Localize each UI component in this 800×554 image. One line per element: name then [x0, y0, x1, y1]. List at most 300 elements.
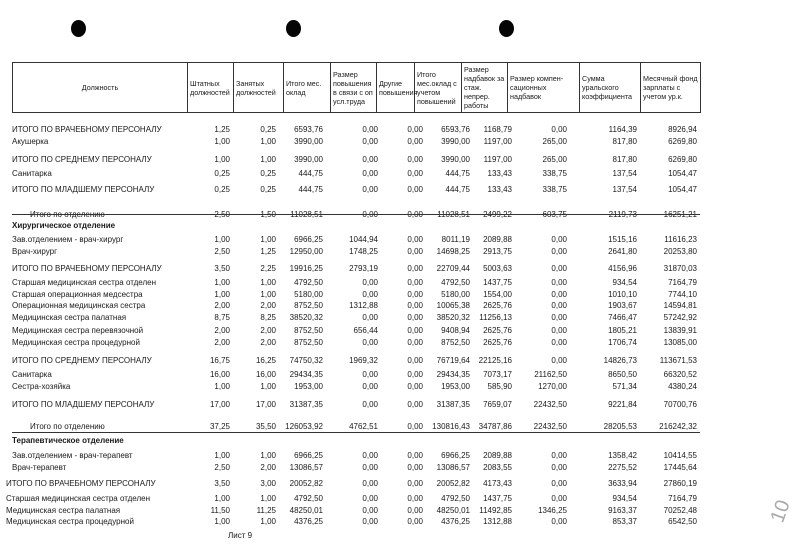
- col-header-seniority-bonus: Размер надбавок за стаж. непрер. работы: [462, 63, 508, 113]
- table-cell: 0,00: [407, 370, 423, 379]
- table-cell: 0,00: [407, 326, 423, 335]
- table-row: [0, 312, 800, 324]
- table-cell: 0,00: [551, 494, 567, 503]
- row-label: Старшая операционная медсестра: [12, 290, 143, 299]
- table-cell: 1164,39: [608, 125, 637, 134]
- table-cell: 74750,32: [289, 356, 323, 365]
- table-cell: 0,00: [362, 210, 378, 219]
- table-cell: 10414,55: [663, 451, 697, 460]
- separator-line: [12, 432, 700, 433]
- table-row: [0, 450, 800, 462]
- table-cell: 0,00: [551, 326, 567, 335]
- table-cell: 2,00: [260, 463, 276, 472]
- table-cell: 8752,50: [294, 301, 323, 310]
- table-cell: 3990,00: [294, 137, 323, 146]
- table-cell: 0,00: [362, 400, 378, 409]
- table-cell: 137,54: [612, 185, 637, 194]
- table-cell: 0,00: [362, 169, 378, 178]
- table-cell: 2499,22: [483, 210, 512, 219]
- table-cell: 0,00: [551, 125, 567, 134]
- table-cell: 133,43: [487, 185, 512, 194]
- table-row: [0, 325, 800, 337]
- table-row: [0, 136, 800, 148]
- handwritten-page-number: 10: [766, 497, 795, 526]
- table-cell: 2641,80: [608, 247, 637, 256]
- table-cell: 1953,00: [441, 382, 470, 391]
- table-cell: 0,00: [551, 356, 567, 365]
- table-cell: 1,00: [214, 137, 230, 146]
- table-cell: 0,00: [407, 210, 423, 219]
- row-label: Терапевтическое отделение: [12, 436, 124, 445]
- table-cell: 0,00: [551, 451, 567, 460]
- table-cell: 2,00: [214, 301, 230, 310]
- table-cell: 6542,50: [668, 517, 697, 526]
- table-cell: 444,75: [445, 185, 470, 194]
- row-label: Медицинская сестра процедурной: [6, 517, 134, 526]
- table-cell: 7466,47: [608, 313, 637, 322]
- row-label: ИТОГО ПО СРЕДНЕМУ ПЕРСОНАЛУ: [12, 155, 152, 164]
- table-cell: 1358,42: [608, 451, 637, 460]
- table-cell: 1,00: [260, 517, 276, 526]
- table-cell: 1168,79: [483, 125, 512, 134]
- table-cell: 1437,75: [483, 494, 512, 503]
- table-cell: 48250,01: [436, 506, 470, 515]
- col-header-ural-coefficient: Сумма уральского коэффициента: [580, 63, 641, 113]
- table-cell: 16,00: [209, 370, 230, 379]
- table-cell: 10065,38: [436, 301, 470, 310]
- table-cell: 2625,76: [483, 326, 512, 335]
- table-cell: 13085,00: [663, 338, 697, 347]
- table-cell: 1312,88: [483, 517, 512, 526]
- table-cell: 66320,52: [663, 370, 697, 379]
- table-cell: 0,00: [362, 517, 378, 526]
- table-cell: 0,00: [362, 185, 378, 194]
- table-cell: 0,00: [407, 422, 423, 431]
- table-cell: 0,00: [362, 494, 378, 503]
- row-label: Операционная медицинская сестра: [12, 301, 146, 310]
- table-cell: 2625,76: [483, 338, 512, 347]
- table-cell: 1,00: [214, 494, 230, 503]
- table-cell: 1,00: [260, 235, 276, 244]
- table-cell: 0,00: [407, 506, 423, 515]
- table-cell: 1,00: [214, 517, 230, 526]
- table-cell: 338,75: [542, 185, 567, 194]
- col-header-work-conditions-increase: Размер повышения в связи с оп усл.труда: [331, 63, 377, 113]
- table-cell: 2625,76: [483, 301, 512, 310]
- table-cell: 2,00: [260, 338, 276, 347]
- table-cell: 6269,80: [668, 155, 697, 164]
- table-row: [0, 184, 800, 196]
- table-cell: 1,00: [214, 155, 230, 164]
- table-cell: 0,00: [407, 356, 423, 365]
- table-cell: 70700,76: [663, 400, 697, 409]
- table-cell: 0,00: [362, 506, 378, 515]
- table-cell: 38520,32: [436, 313, 470, 322]
- table-cell: 29434,35: [436, 370, 470, 379]
- table-cell: 2913,75: [483, 247, 512, 256]
- table-cell: 0,00: [407, 278, 423, 287]
- table-cell: 3,50: [214, 479, 230, 488]
- table-cell: 0,00: [551, 290, 567, 299]
- table-cell: 37,25: [209, 422, 230, 431]
- table-cell: 3,50: [214, 264, 230, 273]
- table-cell: 11028,51: [290, 210, 323, 219]
- table-cell: 0,25: [260, 125, 276, 134]
- table-cell: 656,44: [353, 326, 378, 335]
- table-cell: 8,25: [260, 313, 276, 322]
- table-cell: 444,75: [445, 169, 470, 178]
- table-cell: 1,00: [260, 278, 276, 287]
- col-header-staff-positions: Штатных должностей: [188, 63, 234, 113]
- table-cell: 16,25: [255, 356, 276, 365]
- table-cell: 2,50: [214, 463, 230, 472]
- table-cell: 4792,50: [294, 494, 323, 503]
- table-cell: 12950,00: [289, 247, 323, 256]
- table-cell: 0,00: [407, 463, 423, 472]
- table-cell: 28205,53: [603, 422, 637, 431]
- table-cell: 2793,19: [349, 264, 378, 273]
- table-cell: 7073,17: [483, 370, 512, 379]
- table-cell: 265,00: [542, 155, 567, 164]
- table-cell: 1,00: [214, 451, 230, 460]
- row-label: ИТОГО ПО МЛАДШЕМУ ПЕРСОНАЛУ: [12, 185, 155, 194]
- col-header-monthly-salary: Итого мес. оклад: [284, 63, 331, 113]
- table-cell: 1,00: [214, 278, 230, 287]
- table-cell: 6593,76: [294, 125, 323, 134]
- table-cell: 4792,50: [441, 278, 470, 287]
- row-label: Зав.отделением - врач-терапевт: [12, 451, 133, 460]
- table-cell: 2,50: [214, 210, 230, 219]
- table-cell: 0,00: [551, 479, 567, 488]
- table-cell: 4156,96: [608, 264, 637, 273]
- table-cell: 1,00: [260, 137, 276, 146]
- table-cell: 0,00: [551, 264, 567, 273]
- table-cell: 130816,43: [432, 422, 470, 431]
- table-cell: 14698,25: [436, 247, 470, 256]
- row-label: Итого по отделению: [30, 422, 105, 431]
- table-cell: 8752,50: [294, 338, 323, 347]
- table-cell: 2,00: [214, 338, 230, 347]
- table-cell: 0,00: [407, 517, 423, 526]
- col-header-occupied-positions: Занятых должностей: [234, 63, 284, 113]
- row-label: ИТОГО ПО СРЕДНЕМУ ПЕРСОНАЛУ: [12, 356, 152, 365]
- row-label: Врач-хирург: [12, 247, 57, 256]
- table-cell: 0,00: [407, 479, 423, 488]
- table-cell: 0,00: [551, 301, 567, 310]
- col-header-compensation-bonus: Размер компен-сационных надбавок: [508, 63, 580, 113]
- table-cell: 338,75: [542, 169, 567, 178]
- table-cell: 0,25: [214, 169, 230, 178]
- table-cell: 1,00: [260, 451, 276, 460]
- table-cell: 0,00: [551, 313, 567, 322]
- table-cell: 0,00: [362, 125, 378, 134]
- separator-line: [12, 214, 700, 215]
- table-cell: 934,54: [612, 278, 637, 287]
- table-cell: 0,25: [260, 169, 276, 178]
- table-cell: 1,50: [260, 210, 276, 219]
- col-header-salary-with-increases: Итого мес.оклад с учетом повышений: [415, 63, 462, 113]
- table-cell: 6269,80: [668, 137, 697, 146]
- table-cell: 20052,82: [289, 479, 323, 488]
- table-cell: 0,00: [551, 247, 567, 256]
- table-cell: 7744,10: [668, 290, 697, 299]
- table-cell: 21162,50: [534, 370, 567, 379]
- table-cell: 6593,76: [441, 125, 470, 134]
- table-cell: 2083,55: [483, 463, 512, 472]
- table-cell: 0,00: [362, 338, 378, 347]
- table-cell: 38520,32: [289, 313, 323, 322]
- table-cell: 70252,48: [663, 506, 697, 515]
- table-cell: 11616,23: [664, 235, 697, 244]
- table-cell: 19916,25: [289, 264, 323, 273]
- row-label: Зав.отделением - врач-хирург: [12, 235, 124, 244]
- table-cell: 2,00: [214, 326, 230, 335]
- table-cell: 1044,94: [349, 235, 378, 244]
- table-row: [0, 355, 800, 367]
- table-cell: 0,00: [407, 382, 423, 391]
- table-cell: 113671,53: [659, 356, 697, 365]
- row-label: Медицинская сестра палатная: [6, 506, 121, 515]
- table-cell: 1,00: [214, 235, 230, 244]
- table-cell: 1346,25: [538, 506, 567, 515]
- table-cell: 216242,32: [659, 422, 697, 431]
- table-cell: 17,00: [255, 400, 276, 409]
- table-cell: 1,00: [260, 382, 276, 391]
- table-cell: 6966,25: [294, 451, 323, 460]
- table-row: [0, 168, 800, 180]
- row-label: ИТОГО ПО ВРАЧЕБНОМУ ПЕРСОНАЛУ: [12, 125, 162, 134]
- table-cell: 0,00: [407, 155, 423, 164]
- table-cell: 2119,73: [608, 210, 637, 219]
- table-cell: 0,25: [260, 185, 276, 194]
- table-cell: 14594,81: [663, 301, 697, 310]
- table-cell: 0,00: [362, 479, 378, 488]
- table-cell: 20052,82: [436, 479, 470, 488]
- table-cell: 4792,50: [441, 494, 470, 503]
- table-cell: 0,00: [407, 125, 423, 134]
- table-row: [0, 154, 800, 166]
- table-cell: 0,00: [551, 517, 567, 526]
- table-cell: 2,00: [260, 326, 276, 335]
- table-cell: 22125,16: [478, 356, 512, 365]
- row-label: ИТОГО ПО ВРАЧЕБНОМУ ПЕРСОНАЛУ: [6, 479, 156, 488]
- table-cell: 27860,19: [663, 479, 697, 488]
- table-row: [0, 493, 800, 505]
- table-cell: 5180,00: [441, 290, 470, 299]
- table-cell: 17,00: [209, 400, 230, 409]
- row-label: Санитарка: [12, 169, 52, 178]
- table-cell: 0,00: [407, 313, 423, 322]
- row-label: Старшая медицинская сестра отделен: [6, 494, 151, 503]
- table-row: [0, 462, 800, 474]
- table-row: [0, 381, 800, 393]
- table-cell: 4792,50: [294, 278, 323, 287]
- table-cell: 1437,75: [483, 278, 512, 287]
- table-cell: 76719,64: [436, 356, 470, 365]
- table-cell: 16,00: [255, 370, 276, 379]
- table-cell: 4376,25: [294, 517, 323, 526]
- table-cell: 1197,00: [483, 137, 512, 146]
- row-label: Старшая медицинская сестра отделен: [12, 278, 157, 287]
- col-header-position: Должность: [13, 63, 188, 113]
- sheet-number: Лист 9: [228, 531, 253, 540]
- table-cell: 11492,85: [479, 506, 512, 515]
- table-cell: 571,34: [612, 382, 637, 391]
- table-cell: 444,75: [298, 185, 323, 194]
- table-cell: 3990,00: [294, 155, 323, 164]
- table-cell: 20253,80: [663, 247, 697, 256]
- table-cell: 603,75: [542, 210, 567, 219]
- row-label: ИТОГО ПО МЛАДШЕМУ ПЕРСОНАЛУ: [12, 400, 155, 409]
- table-row: [0, 220, 800, 232]
- table-cell: 585,90: [487, 382, 512, 391]
- table-cell: 11,25: [256, 506, 276, 515]
- table-cell: 4762,51: [349, 422, 378, 431]
- table-row: [0, 246, 800, 258]
- table-cell: 2089,88: [483, 451, 512, 460]
- table-cell: 0,00: [551, 463, 567, 472]
- row-label: Врач-терапевт: [12, 463, 67, 472]
- table-cell: 2089,88: [483, 235, 512, 244]
- table-cell: 3990,00: [441, 155, 470, 164]
- table-cell: 1270,00: [538, 382, 567, 391]
- table-cell: 934,54: [612, 494, 637, 503]
- table-cell: 1,00: [214, 290, 230, 299]
- table-cell: 4376,25: [441, 517, 470, 526]
- table-cell: 1748,25: [349, 247, 378, 256]
- table-cell: 1,00: [260, 494, 276, 503]
- table-row: [0, 234, 800, 246]
- col-header-monthly-fund: Месячный фонд зарплаты с учетом ур.к.: [641, 63, 701, 113]
- table-cell: 444,75: [298, 169, 323, 178]
- table-row: [0, 369, 800, 381]
- table-cell: 13086,57: [436, 463, 470, 472]
- table-cell: 0,00: [407, 185, 423, 194]
- table-cell: 48250,01: [289, 506, 323, 515]
- table-cell: 8752,50: [441, 338, 470, 347]
- table-cell: 1197,00: [483, 155, 512, 164]
- table-cell: 22432,50: [533, 422, 567, 431]
- table-cell: 5180,00: [294, 290, 323, 299]
- table-cell: 1903,67: [608, 301, 637, 310]
- row-label: Медицинская сестра перевязочной: [12, 326, 144, 335]
- table-cell: 0,00: [407, 169, 423, 178]
- table-cell: 0,00: [407, 400, 423, 409]
- table-cell: 0,00: [551, 235, 567, 244]
- table-row: [0, 337, 800, 349]
- table-cell: 8650,50: [608, 370, 637, 379]
- table-cell: 1554,00: [483, 290, 512, 299]
- table-cell: 8752,50: [294, 326, 323, 335]
- table-cell: 133,43: [487, 169, 512, 178]
- table-cell: 31387,35: [436, 400, 470, 409]
- table-cell: 22432,50: [533, 400, 567, 409]
- row-label: Медицинская сестра палатная: [12, 313, 127, 322]
- table-cell: 29434,35: [289, 370, 323, 379]
- table-cell: 0,00: [407, 494, 423, 503]
- table-cell: 1953,00: [294, 382, 323, 391]
- table-cell: 17445,64: [663, 463, 697, 472]
- table-cell: 1,00: [214, 382, 230, 391]
- table-cell: 11028,51: [437, 210, 470, 219]
- table-cell: 0,00: [551, 278, 567, 287]
- table-cell: 13086,57: [289, 463, 323, 472]
- table-cell: 8926,94: [668, 125, 697, 134]
- table-cell: 1312,88: [349, 301, 378, 310]
- table-cell: 0,00: [362, 451, 378, 460]
- table-cell: 6966,25: [441, 451, 470, 460]
- table-cell: 1010,10: [608, 290, 637, 299]
- table-cell: 0,00: [407, 290, 423, 299]
- table-cell: 1,00: [260, 155, 276, 164]
- table-cell: 5003,63: [483, 264, 512, 273]
- table-cell: 0,00: [362, 463, 378, 472]
- table-cell: 8011,19: [441, 235, 470, 244]
- table-cell: 0,00: [551, 338, 567, 347]
- table-row: [0, 516, 800, 528]
- table-cell: 0,00: [407, 338, 423, 347]
- table-cell: 9221,84: [608, 400, 637, 409]
- table-cell: 0,00: [362, 313, 378, 322]
- row-label: Хирургическое отделение: [12, 221, 116, 230]
- table-cell: 0,00: [362, 278, 378, 287]
- table-cell: 4380,24: [668, 382, 697, 391]
- table-cell: 0,00: [407, 235, 423, 244]
- table-row: [0, 124, 800, 136]
- table-cell: 1054,47: [668, 169, 697, 178]
- table-cell: 3,00: [260, 479, 276, 488]
- col-header-other-increases: Другие повышения: [377, 63, 415, 113]
- table-cell: 265,00: [542, 137, 567, 146]
- table-cell: 3990,00: [441, 137, 470, 146]
- table-cell: 34787,86: [478, 422, 512, 431]
- table-cell: 8,75: [214, 313, 230, 322]
- table-cell: 2275,52: [608, 463, 637, 472]
- table-cell: 0,00: [362, 290, 378, 299]
- table-cell: 1706,74: [608, 338, 637, 347]
- table-cell: 1805,21: [608, 326, 637, 335]
- table-cell: 1,00: [260, 290, 276, 299]
- table-cell: 9408,94: [441, 326, 470, 335]
- table-cell: 2,00: [260, 301, 276, 310]
- table-cell: 137,54: [612, 169, 637, 178]
- table-cell: 2,25: [260, 264, 276, 273]
- row-label: Итого по отделению: [30, 210, 105, 219]
- table-cell: 31387,35: [289, 400, 323, 409]
- table-cell: 2,50: [214, 247, 230, 256]
- table-cell: 817,80: [612, 155, 637, 164]
- table-cell: 22709,44: [436, 264, 470, 273]
- table-cell: 11256,13: [479, 313, 512, 322]
- table-cell: 0,25: [214, 185, 230, 194]
- table-cell: 0,00: [362, 137, 378, 146]
- table-cell: 0,00: [407, 301, 423, 310]
- table-cell: 31870,03: [663, 264, 697, 273]
- table-cell: 7164,79: [668, 494, 697, 503]
- table-cell: 0,00: [362, 370, 378, 379]
- table-cell: 57242,92: [663, 313, 697, 322]
- table-cell: 1,25: [260, 247, 276, 256]
- table-row: [0, 277, 800, 289]
- table-cell: 0,00: [407, 264, 423, 273]
- table-cell: 11,50: [210, 506, 230, 515]
- table-cell: 16251,21: [663, 210, 697, 219]
- table-cell: 0,00: [407, 137, 423, 146]
- table-cell: 0,00: [362, 155, 378, 164]
- table-cell: 0,00: [407, 451, 423, 460]
- table-cell: 817,80: [612, 137, 637, 146]
- table-cell: 35,50: [255, 422, 276, 431]
